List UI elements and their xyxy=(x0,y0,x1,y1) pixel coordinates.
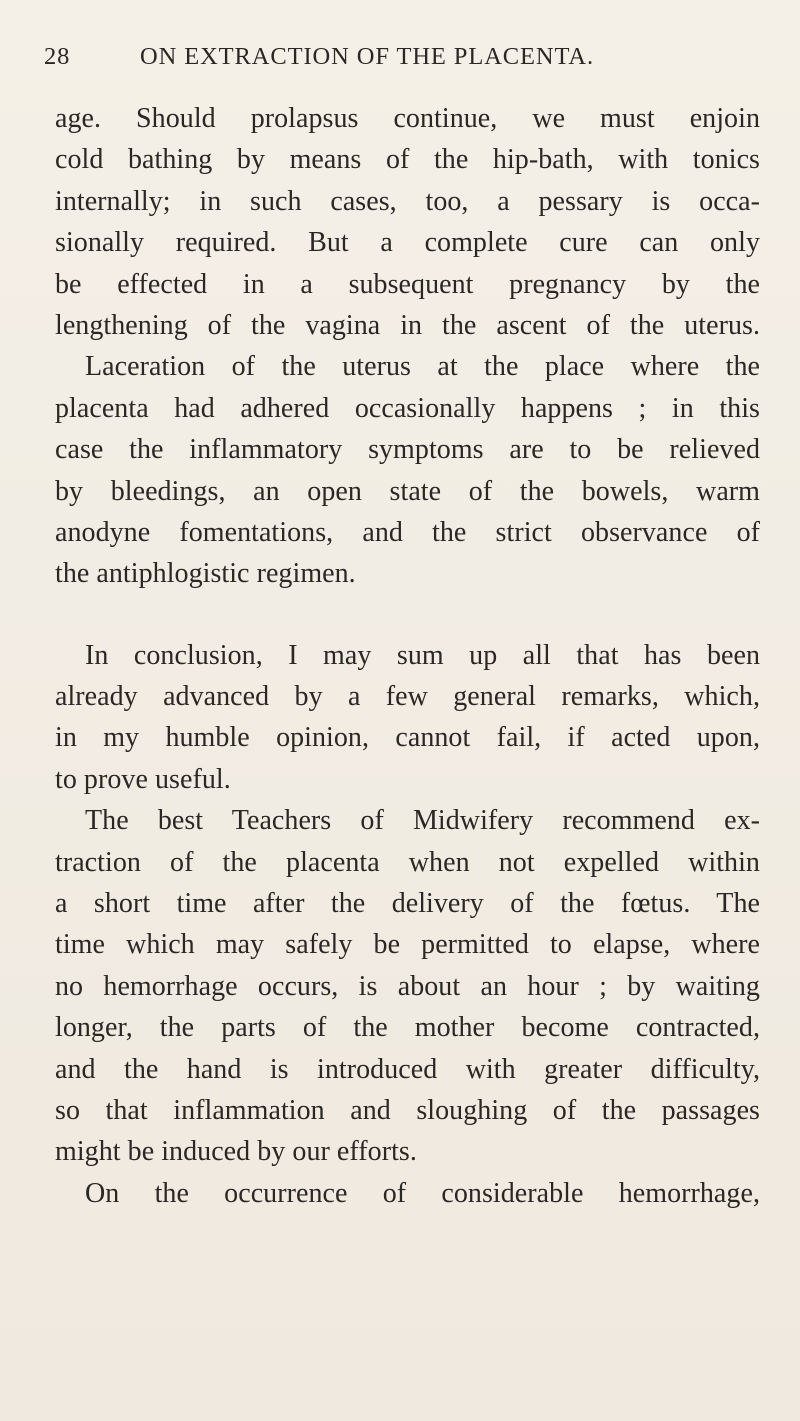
text-line: The best Teachers of Midwifery recommend ex- xyxy=(85,805,760,837)
running-head: ON EXTRACTION OF THE PLACENTA. xyxy=(140,43,595,70)
paragraph-3 xyxy=(55,635,760,801)
text-line: time which may safely be permitted to elapse, where xyxy=(55,929,760,961)
text-line: age. Should prolapsus continue, we must enjoin xyxy=(55,103,760,134)
text-line: Laceration of the uterus at the place where the xyxy=(85,351,760,383)
paragraph-1 xyxy=(55,98,760,346)
paragraph-5 xyxy=(55,1173,760,1214)
text-line: lengthening of the vagina in the ascent of the uterus. xyxy=(55,309,760,341)
text-line: cold bathing by means of the hip-bath, with tonics xyxy=(55,144,760,176)
text-line: already advanced by a few general remarks, which, xyxy=(55,681,760,713)
page-number: 28 xyxy=(44,43,71,70)
text-line: so that inflammation and sloughing of the passages xyxy=(55,1094,760,1126)
text-line: case the inflammatory symptoms are to be relieved xyxy=(55,434,760,466)
text-line: a short time after the delivery of the fœtus. The xyxy=(55,888,760,920)
text-line: longer, the parts of the mother become contracted, xyxy=(55,1012,760,1044)
body-text xyxy=(55,98,760,1214)
paragraph-2 xyxy=(55,346,760,594)
text-line: placenta had adhered occasionally happens ; in this xyxy=(55,392,760,424)
page-header xyxy=(44,43,730,77)
text-line: the antiphlogistic regimen. xyxy=(55,558,356,590)
text-line: traction of the placenta when not expelled within xyxy=(55,846,760,878)
text-line: anodyne fomentations, and the strict observance of xyxy=(55,516,760,548)
text-line: no hemorrhage occurs, is about an hour ; by waiting xyxy=(55,970,760,1002)
text-line: sionally required. But a complete cure can only xyxy=(55,227,760,259)
text-line: by bleedings, an open state of the bowels, warm xyxy=(55,475,760,507)
text-line: in my humble opinion, cannot fail, if acted upon, xyxy=(55,722,760,754)
text-line: In conclusion, I may sum up all that has been xyxy=(85,639,760,671)
text-line: might be induced by our efforts. xyxy=(55,1136,417,1168)
text-line: On the occurrence of considerable hemorrhage, xyxy=(85,1177,760,1209)
text-line: to prove useful. xyxy=(55,763,231,795)
text-line: be effected in a subsequent pregnancy by the xyxy=(55,268,760,300)
paragraph-4 xyxy=(55,800,760,1173)
paragraph-spacer xyxy=(55,595,760,635)
text-line: and the hand is introduced with greater difficulty, xyxy=(55,1053,760,1085)
text-line: internally; in such cases, too, a pessary is occa- xyxy=(55,185,760,217)
